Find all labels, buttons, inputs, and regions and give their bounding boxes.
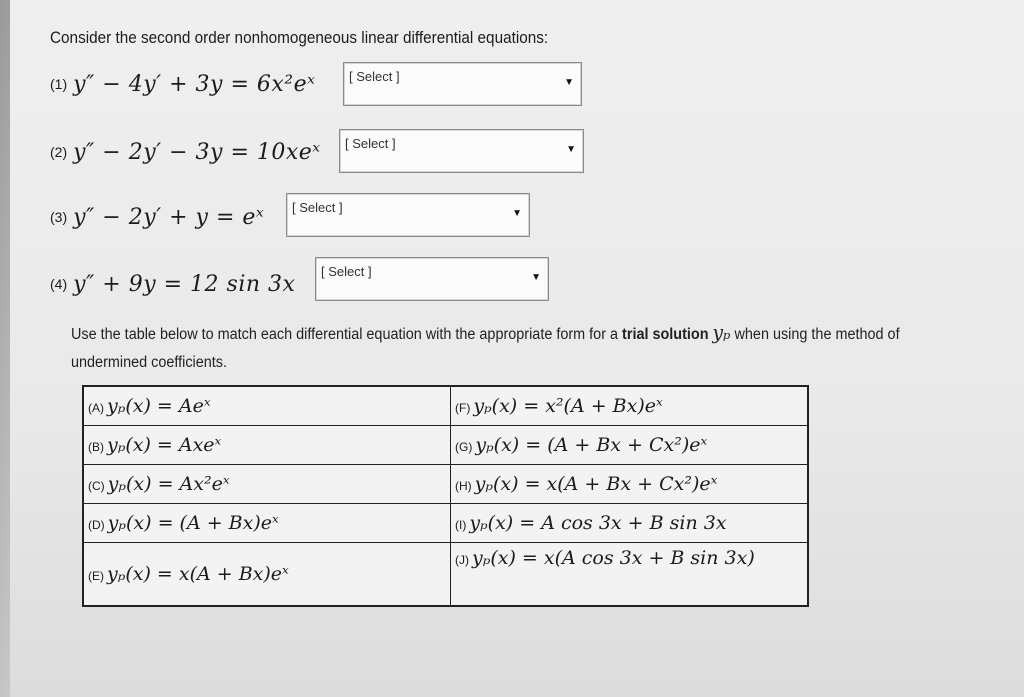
equation-1: y″ − 4y′ + 3y = 6x²eˣ	[73, 71, 316, 97]
question-number: (4)	[50, 276, 68, 292]
option-f: (F) yₚ(x) = x²(A + Bx)eˣ	[451, 386, 809, 426]
worksheet-page	[10, 0, 1024, 697]
table-row	[83, 426, 808, 465]
question-4	[50, 262, 295, 306]
caret-down-icon: ▼	[531, 272, 541, 283]
question-3	[50, 195, 264, 239]
option-a: (A) yₚ(x) = Aeˣ	[83, 386, 451, 426]
table-row	[83, 504, 808, 543]
option-c: (C) yₚ(x) = Ax²eˣ	[83, 465, 451, 504]
option-i: (I) yₚ(x) = A cos 3x + B sin 3x	[451, 504, 809, 543]
question-2	[50, 130, 321, 174]
caret-down-icon: ▼	[566, 144, 576, 155]
answer-select-1[interactable]	[343, 62, 582, 106]
answer-select-2[interactable]	[339, 129, 584, 173]
caret-down-icon: ▼	[512, 208, 522, 219]
equation-2: y″ − 2y′ − 3y = 10xeˣ	[73, 139, 321, 165]
equation-4: y″ + 9y = 12 sin 3x	[73, 271, 296, 297]
prompt-text: Consider the second order nonhomogeneous linear differential equations:	[50, 28, 549, 47]
table-row	[83, 465, 808, 504]
instructions-text-end: when using the method of undermined coefficients.	[71, 326, 900, 371]
option-h: (H) yₚ(x) = x(A + Bx + Cx²)eˣ	[451, 465, 809, 504]
caret-down-icon: ▼	[564, 77, 574, 88]
select-value: [ Select ]	[292, 200, 343, 215]
option-j: (J) yₚ(x) = x(A cos 3x + B sin 3x)	[451, 543, 809, 607]
question-1	[50, 62, 315, 106]
select-value: [ Select ]	[321, 264, 372, 279]
equation-3: y″ − 2y′ + y = eˣ	[73, 204, 265, 230]
question-number: (1)	[50, 76, 68, 92]
select-value: [ Select ]	[349, 69, 400, 84]
answer-select-3[interactable]	[286, 193, 530, 237]
option-b: (B) yₚ(x) = Axeˣ	[83, 426, 451, 465]
instructions-text: Use the table below to match each differential equation with the appropriate form for a	[71, 326, 619, 343]
answer-select-4[interactable]	[315, 257, 549, 301]
option-d: (D) yₚ(x) = (A + Bx)eˣ	[83, 504, 451, 543]
select-value: [ Select ]	[345, 136, 396, 151]
question-number: (3)	[50, 209, 68, 225]
table-row	[83, 386, 808, 426]
instructions-bold: trial solution	[622, 326, 709, 343]
table-row	[83, 543, 808, 607]
question-number: (2)	[50, 144, 68, 160]
instructions-symbol: yₚ	[712, 320, 731, 344]
option-g: (G) yₚ(x) = (A + Bx + Cx²)eˣ	[451, 426, 809, 465]
options-table	[82, 385, 809, 607]
option-e: (E) yₚ(x) = x(A + Bx)eˣ	[83, 543, 451, 607]
instructions	[71, 318, 936, 377]
